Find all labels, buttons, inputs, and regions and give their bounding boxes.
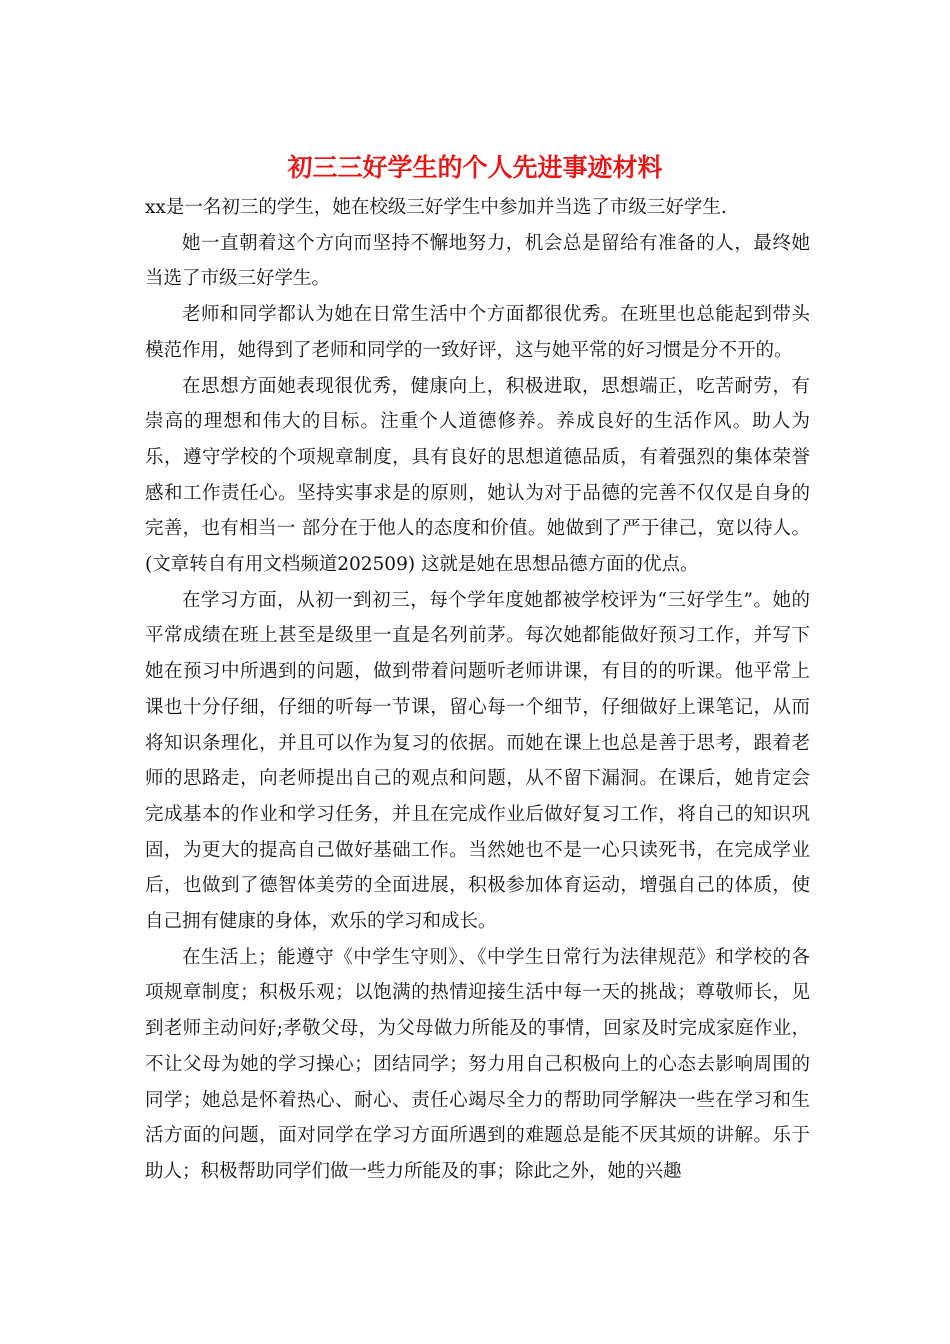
paragraph-role-model: 老师和同学都认为她在日常生活中个方面都很优秀。在班里也总能起到带头模范作用，她得到了老师和同学的一致好评，这与她平常的好习惯是分不开的。 bbox=[145, 304, 810, 361]
paragraph-perseverance: 她一直朝着这个方向而坚持不懈地努力，机会总是留给有准备的人，最终她当选了市级三好学生。 bbox=[145, 232, 810, 290]
document-title: 初三三好学生的个人先进事迹材料 bbox=[287, 153, 663, 182]
paragraph-intro: xx是一名初三的学生，她在校级三好学生中参加并当选了市级三好学生. bbox=[145, 197, 727, 218]
document-body bbox=[145, 190, 810, 1190]
paragraph-life: 在生活上；能遵守《中学生守则》、《中学生日常行为法律规范》和学校的各项规章制度；积极乐观；以饱满的热情迎接生活中每一天的挑战；尊敬师长，见到老师主动问好;孝敬父母，为父母做力所能及的事情，回家及时完成家庭作业，不让父母为她的学习操心；团结同学；努力用自己积极向上的心态去影响周围的同学；她总是怀着热心、耐心、责任心竭尽全力的帮助同学解决一些在学习和生活方面的问题，面对同学在学习方面所遇到的难题总是能不厌其烦的讲解。乐于助人；积极帮助同学们做一些力所能及的事；除此之外，她的兴趣 bbox=[145, 946, 810, 1182]
paragraph-study: 在学习方面，从初一到初三，每个学年度她都被学校评为“三好学生”。她的平常成绩在班上甚至是级里一直是名列前茅。每次她都能做好预习工作，并写下她在预习中所遇到的问题，做到带着问题听老师讲课，有目的的听课。他平常上课也十分仔细，仔细的听每一节课，留心每一个细节，仔细做好上课笔记，从而将知识条理化，并且可以作为复习的依据。而她在课上也总是善于思考，跟着老师的思路走，向老师提出自己的观点和问题，从不留下漏洞。在课后，她肯定会完成基本的作业和学习任务，并且在完成作业后做好复习工作，将自己的知识巩固，为更大的提高自己做好基础工作。当然她也不是一心只读死书，在完成学业后，也做到了德智体美劳的全面进展，积极参加体育运动，增强自己的体质，使自己拥有健康的身体，欢乐的学习和成长。 bbox=[145, 589, 810, 933]
paragraph-ideology: 在思想方面她表现很优秀，健康向上，积极进取，思想端正，吃苦耐劳，有崇高的理想和伟大的目标。注重个人道德修养。养成良好的生活作风。助人为乐，遵守学校的个项规章制度，具有良好的思想道德品质，有着强烈的集体荣誉感和工作责任心。坚持实事求是的原则，她认为对于品德的完善不仅仅是自身的完善，也有相当一 部分在于他人的态度和价值。她做到了严于律己，宽以待人。(文章转自有用文档频道202509) 这就是她在思想品德方面的优点。 bbox=[145, 375, 810, 576]
